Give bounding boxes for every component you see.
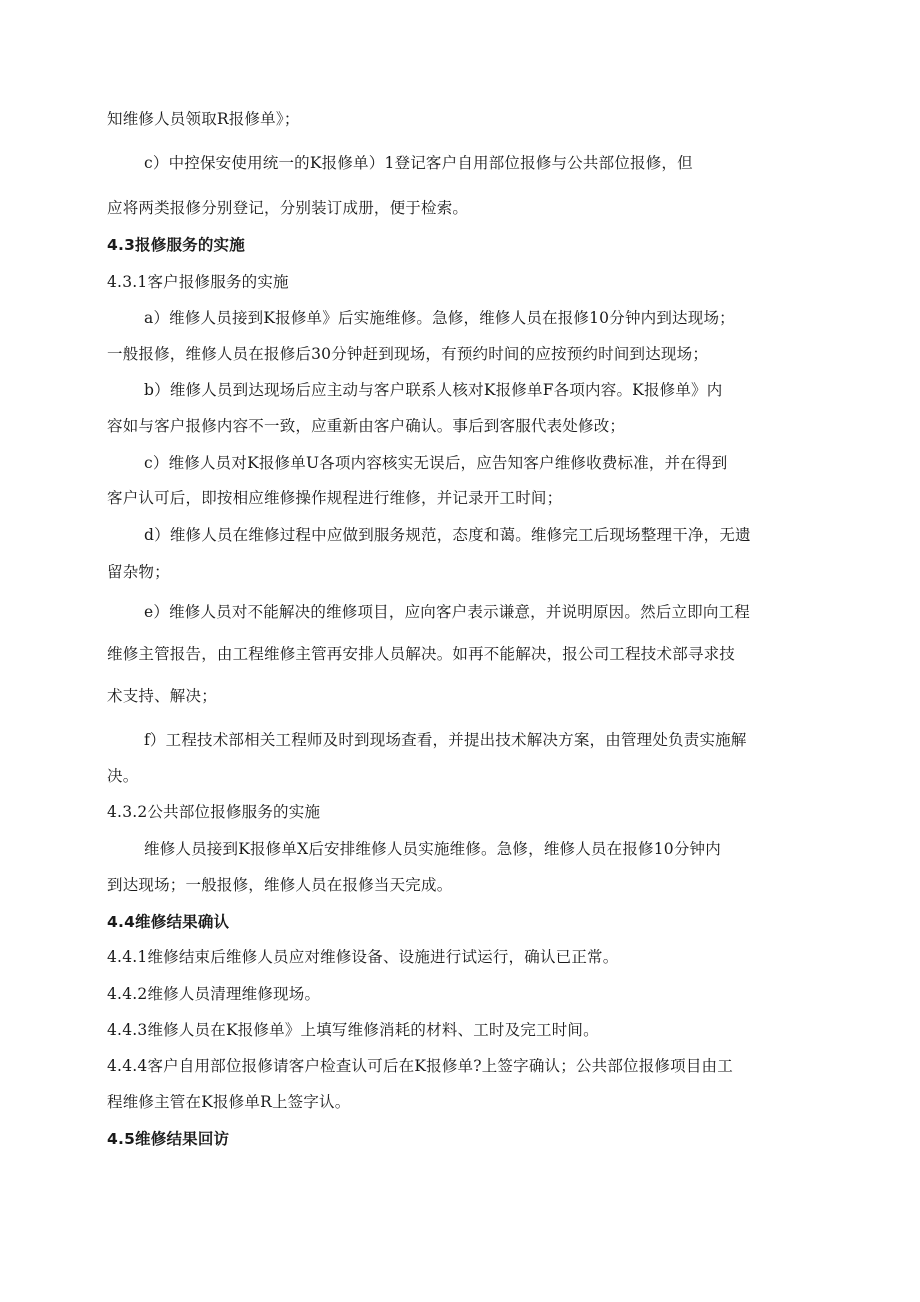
- text-line: f）工程技术部相关工程师及时到现场查看，并提出技术解决方案，由管理处负责实施解: [144, 731, 747, 749]
- text-line: a）维修人员接到K报修单》后实施维修。急修，维修人员在报修10分钟内到达现场；: [144, 309, 735, 327]
- text-line: 维修人员接到K报修单X后安排维修人员实施维修。急修，维修人员在报修10分钟内: [144, 840, 721, 858]
- text-line: 客户认可后，即按相应维修操作规程进行维修，并记录开工时间；: [107, 489, 563, 507]
- text-line: b）维修人员到达现场后应主动与客户联系人核对K报修单F各项内容。K报修单》内: [144, 381, 723, 399]
- text-line: 4.4.4客户自用部位报修请客户检查认可后在K报修单?上签字确认；公共部位报修项目由工: [107, 1057, 733, 1075]
- text-line: 应将两类报修分别登记，分别装订成册，便于检索。: [107, 199, 469, 217]
- text-line: c）维修人员对K报修单U各项内容核实无误后，应告知客户维修收费标准，并在得到: [144, 454, 728, 472]
- text-line: e）维修人员对不能解决的维修项目，应向客户表示谦意，并说明原因。然后立即向工程: [144, 603, 750, 621]
- text-line: 4.4.2维修人员清理维修现场。: [107, 985, 321, 1003]
- text-line: 4.4.1维修结束后维修人员应对维修设备、设施进行试运行，确认已正常。: [107, 948, 619, 966]
- text-line: 留杂物；: [107, 563, 170, 581]
- subsection-heading: 4.3.1客户报修服务的实施: [107, 273, 289, 291]
- text-line: d）维修人员在维修过程中应做到服务规范，态度和蔼。维修完工后现场整理干净，无遗: [144, 526, 751, 544]
- text-line: 知维修人员领取R报修单》；: [107, 110, 300, 128]
- text-line: 到达现场；一般报修，维修人员在报修当天完成。: [107, 876, 453, 894]
- section-heading: 4.3报修服务的实施: [107, 236, 245, 254]
- subsection-heading: 4.3.2公共部位报修服务的实施: [107, 803, 321, 821]
- text-line: 程维修主管在K报修单R上签字认。: [107, 1093, 351, 1111]
- section-heading: 4.5维修结果回访: [107, 1130, 230, 1148]
- text-line: 容如与客户报修内容不一致，应重新由客户确认。事后到客服代表处修改；: [107, 417, 626, 435]
- text-line: 术支持、解决；: [107, 687, 217, 705]
- section-heading: 4.4维修结果确认: [107, 913, 230, 931]
- text-line: 决。: [107, 767, 139, 785]
- text-line: 4.4.3维修人员在K报修单》上填写维修消耗的材料、工时及完工时间。: [107, 1021, 599, 1039]
- text-line: 一般报修，维修人员在报修后30分钟赶到现场，有预约时间的应按预约时间到达现场；: [107, 345, 709, 363]
- text-line: 维修主管报告，由工程维修主管再安排人员解决。如再不能解决，报公司工程技术部寻求技: [107, 645, 736, 663]
- text-line: c）中控保安使用统一的K报修单）1登记客户自用部位报修与公共部位报修，但: [144, 154, 693, 172]
